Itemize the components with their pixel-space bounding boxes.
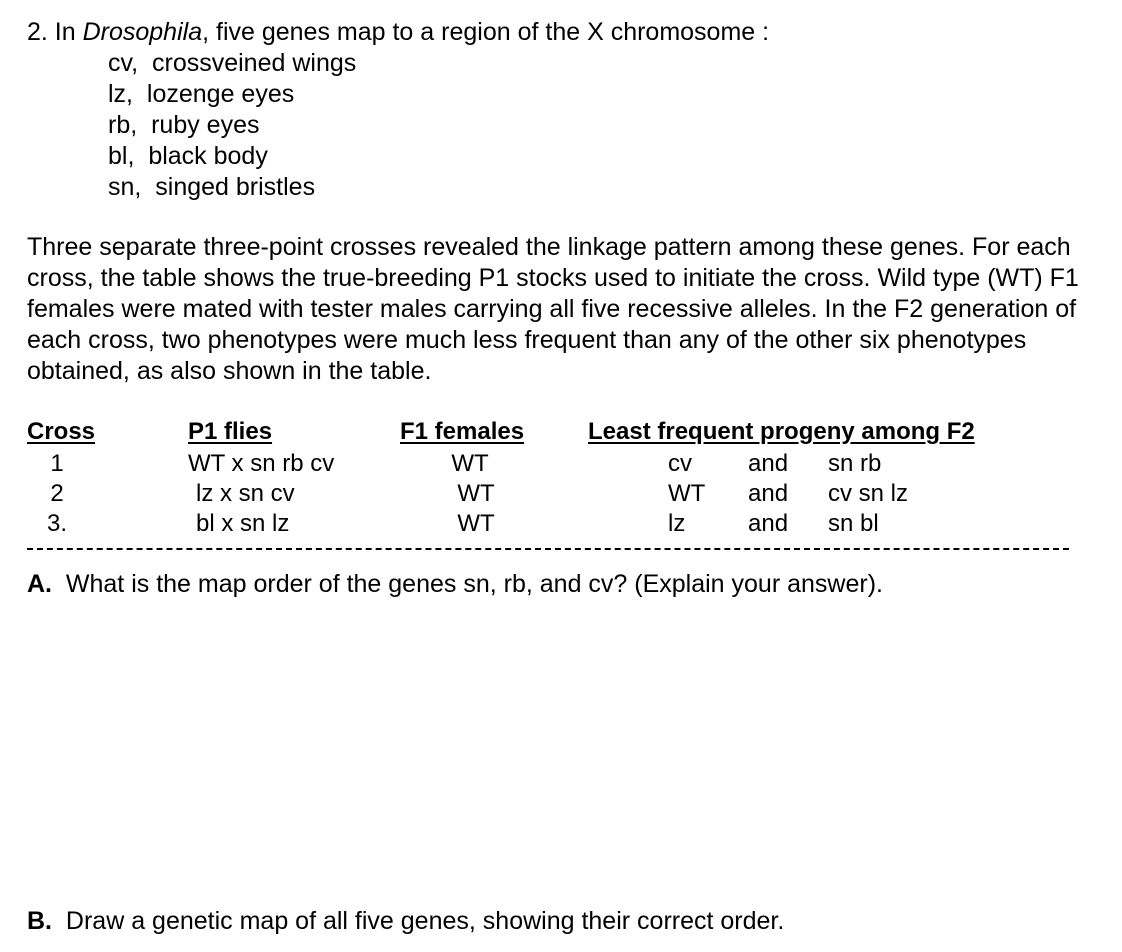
gene-item — [108, 79, 356, 110]
cell-and: and — [748, 450, 789, 477]
gene-symbol: lz, — [108, 80, 133, 108]
question-heading — [27, 17, 769, 48]
part-b — [27, 906, 784, 937]
organism-name: Drosophila — [82, 18, 203, 46]
gene-symbol: sn, — [108, 173, 142, 201]
cell-cross: 2 — [50, 480, 64, 507]
cell-f1: WT — [457, 480, 495, 507]
gene-symbol: cv, — [108, 49, 139, 77]
cell-progeny-a: lz — [668, 510, 686, 537]
gene-description: singed bristles — [155, 173, 316, 201]
cell-cross: 3. — [46, 510, 67, 537]
cell-progeny-a: cv — [668, 450, 692, 477]
question-prefix: 2. In — [27, 18, 83, 46]
cell-p1: lz x sn cv — [196, 480, 295, 507]
gene-symbol: bl, — [108, 142, 135, 170]
gene-description: ruby eyes — [151, 111, 260, 139]
gene-list — [108, 48, 356, 203]
header-f1-females: F1 females — [400, 418, 525, 445]
gene-symbol: rb, — [108, 111, 138, 139]
header-p1-flies: P1 flies — [188, 418, 273, 445]
cell-cross: 1 — [50, 450, 64, 477]
part-a-label: A. — [27, 570, 52, 598]
cell-and: and — [748, 480, 789, 507]
part-b-label: B. — [27, 907, 52, 935]
gene-description: crossveined wings — [152, 49, 357, 77]
question-suffix: , five genes map to a region of the X chromosome : — [202, 18, 770, 46]
intro-paragraph: Three separate three-point crosses revealed the linkage pattern among these genes. For each cross, the table shows the true-breeding P1 stocks used to initiate the cross. Wild type (WT) F1 females were mated with tester males carrying all five recessive alleles. In the F2 generation of each cross, two phenotypes were much less frequent than any of the other six phenotypes obtained, as also shown in the table. — [27, 233, 1079, 385]
part-b-text: Draw a genetic map of all five genes, showing their correct order. — [65, 907, 785, 935]
gene-item — [108, 48, 356, 79]
cell-and: and — [748, 510, 789, 537]
cell-progeny-b: sn bl — [828, 510, 879, 537]
gene-description: black body — [148, 142, 268, 170]
cell-f1: WT — [457, 510, 495, 537]
gene-item — [108, 110, 356, 141]
gene-item — [108, 141, 356, 172]
cell-progeny-a: WT — [668, 480, 706, 507]
cell-f1: WT — [451, 450, 489, 477]
cell-p1: bl x sn lz — [196, 510, 290, 537]
header-least-frequent-progeny: Least frequent progeny among F2 — [588, 418, 975, 445]
cell-progeny-b: cv sn lz — [828, 480, 909, 507]
cell-progeny-b: sn rb — [828, 450, 882, 477]
gene-description: lozenge eyes — [146, 80, 295, 108]
cell-p1: WT x sn rb cv — [188, 450, 335, 477]
part-a-text: What is the map order of the genes sn, rb, and cv? (Explain your answer). — [65, 570, 883, 598]
header-cross: Cross — [27, 418, 96, 445]
gene-item — [108, 172, 356, 203]
dashed-divider — [27, 548, 1069, 550]
part-a — [27, 569, 883, 600]
